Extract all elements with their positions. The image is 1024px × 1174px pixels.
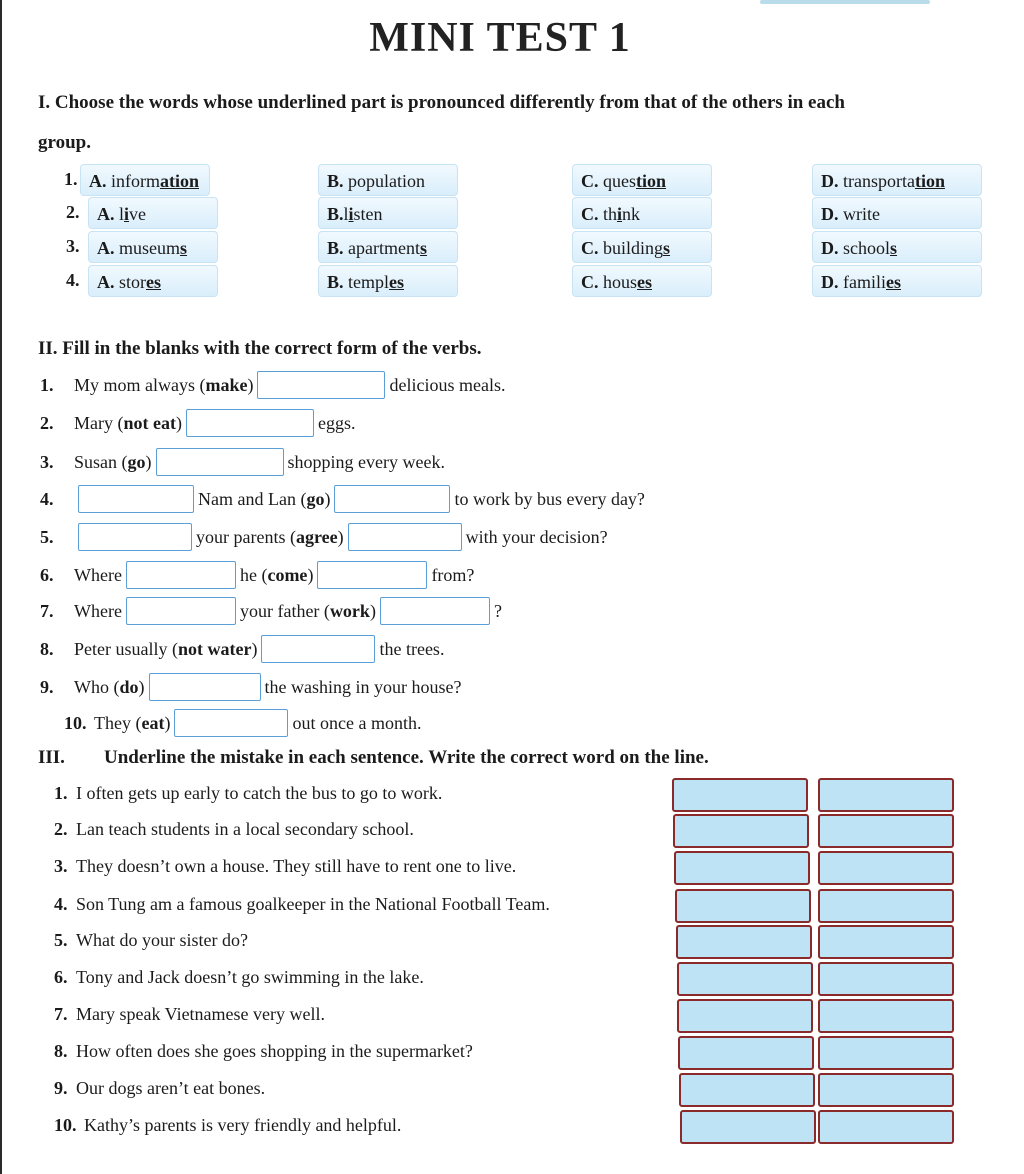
- correction-answer-box[interactable]: [818, 1073, 954, 1107]
- fill-blank-item: [40, 560, 474, 590]
- correction-answer-box[interactable]: [818, 851, 954, 885]
- fill-blank-item: [40, 408, 355, 438]
- option-d[interactable]: [812, 231, 982, 263]
- option-text: ques: [598, 171, 636, 191]
- item-number: 9.: [40, 676, 54, 697]
- sentence-text: Mary (: [74, 412, 124, 433]
- answer-blank[interactable]: [156, 448, 284, 476]
- underlined-part: tion: [636, 171, 667, 191]
- mistake-answer-box[interactable]: [675, 889, 811, 923]
- underlined-part: s: [663, 238, 671, 258]
- correction-answer-box[interactable]: [818, 778, 954, 812]
- verb-prompt: not water: [177, 638, 252, 659]
- correction-answer-box[interactable]: [818, 999, 954, 1033]
- underlined-part: i: [124, 204, 130, 224]
- answer-blank[interactable]: [317, 561, 427, 589]
- option-letter: A.: [97, 204, 115, 224]
- item-number: 7.: [54, 1004, 68, 1024]
- option-d[interactable]: [812, 197, 982, 229]
- sentence-text: ): [324, 488, 331, 509]
- sentence-text: My mom always (: [74, 374, 206, 395]
- mistake-sentence: I often gets up early to catch the bus to go to work.: [76, 783, 443, 803]
- option-text: templ: [343, 272, 390, 292]
- sentence-text: ): [138, 676, 145, 697]
- sentence-text: to work by bus every day?: [454, 488, 645, 509]
- option-text: write: [838, 204, 880, 224]
- mistake-sentence: Tony and Jack doesn’t go swimming in the lake.: [76, 967, 424, 987]
- fill-blank-item: [40, 447, 445, 477]
- option-letter: A.: [97, 238, 115, 258]
- item-number: 10.: [54, 1115, 77, 1135]
- item-number: 4.: [40, 488, 54, 509]
- page-left-border: [0, 0, 2, 1174]
- option-c[interactable]: [572, 231, 712, 263]
- sentence-text: the trees.: [379, 638, 445, 659]
- mistake-sentence: Our dogs aren’t eat bones.: [76, 1078, 266, 1098]
- option-letter: A.: [97, 272, 115, 292]
- underlined-part: es: [389, 272, 405, 292]
- option-letter: D.: [821, 171, 839, 191]
- verb-prompt: not eat: [123, 412, 176, 433]
- fill-blank-item: [40, 634, 444, 664]
- section2-heading: II. Fill in the blanks with the correct form of the verbs.: [38, 338, 482, 359]
- answer-blank[interactable]: [78, 523, 192, 551]
- mistake-sentence: How often does she goes shopping in the supermarket?: [76, 1041, 473, 1061]
- correction-answer-box[interactable]: [818, 1110, 954, 1144]
- item-number: 3.: [54, 856, 68, 876]
- underlined-part: s: [890, 238, 898, 258]
- option-b[interactable]: [318, 197, 458, 229]
- sentence-text: he (: [239, 564, 268, 585]
- item-number: 5.: [40, 526, 54, 547]
- underlined-part: es: [637, 272, 653, 292]
- verb-prompt: make: [205, 374, 248, 395]
- verb-prompt: go: [306, 488, 325, 509]
- underlined-part: es: [886, 272, 901, 292]
- option-letter: D.: [821, 272, 839, 292]
- sentence-text: ): [145, 451, 152, 472]
- answer-blank[interactable]: [174, 709, 288, 737]
- option-letter: B.: [327, 238, 344, 258]
- option-a[interactable]: [80, 164, 210, 196]
- mistake-sentence: Son Tung am a famous goalkeeper in the National Football Team.: [76, 894, 550, 914]
- answer-blank[interactable]: [78, 485, 194, 513]
- item-number: 6.: [54, 967, 68, 987]
- verb-prompt: eat: [141, 712, 165, 733]
- answer-blank[interactable]: [348, 523, 462, 551]
- sentence-text: your father (: [239, 600, 330, 621]
- sentence-text: Where: [74, 600, 122, 621]
- option-b[interactable]: [318, 231, 458, 263]
- option-a[interactable]: [88, 197, 218, 229]
- underlined-part: i: [617, 204, 623, 224]
- underlined-part: i: [348, 204, 354, 224]
- sentence-text: ): [164, 712, 171, 733]
- page-title: MINI TEST 1: [369, 15, 631, 61]
- item-number: 9.: [54, 1078, 68, 1098]
- sentence-text: out once a month.: [292, 712, 422, 733]
- item-number: 5.: [54, 930, 68, 950]
- section3-heading: Underline the mistake in each sentence. Write the correct word on the line.: [104, 747, 709, 768]
- option-letter: B.: [327, 272, 344, 292]
- option-letter: A.: [89, 171, 107, 191]
- mistake-answer-box[interactable]: [677, 962, 813, 996]
- option-text: l: [114, 204, 125, 224]
- mistake-answer-box[interactable]: [673, 814, 809, 848]
- section1-heading-cont: group.: [38, 132, 91, 153]
- mistake-answer-box[interactable]: [672, 778, 808, 812]
- sentence-text: the washing in your house?: [264, 676, 462, 697]
- question-number: 4.: [66, 270, 80, 290]
- sentence-text: eggs.: [317, 412, 356, 433]
- answer-blank[interactable]: [126, 597, 236, 625]
- mistake-answer-box[interactable]: [677, 999, 813, 1033]
- option-text: museum: [114, 238, 180, 258]
- option-letter: C.: [581, 204, 599, 224]
- mistake-sentence: What do your sister do?: [76, 930, 248, 950]
- answer-blank[interactable]: [186, 409, 314, 437]
- item-number: 4.: [54, 894, 68, 914]
- sentence-text: ): [337, 526, 344, 547]
- mistake-sentence: They doesn’t own a house. They still have to rent one to live.: [76, 856, 517, 876]
- mistake-answer-box[interactable]: [680, 1110, 816, 1144]
- section3-heading-number: III.: [38, 747, 65, 768]
- fill-blank-item: [40, 484, 645, 514]
- underlined-part: tion: [914, 171, 945, 191]
- option-b[interactable]: [318, 164, 458, 196]
- sentence-text: ?: [493, 600, 502, 621]
- option-text: ve: [129, 204, 147, 224]
- mistake-sentence: Kathy’s parents is very friendly and helpful.: [84, 1115, 402, 1135]
- fill-blank-item: [40, 522, 608, 552]
- sentence-text: ): [307, 564, 314, 585]
- verb-prompt: work: [329, 600, 370, 621]
- fill-blank-item: [40, 672, 461, 702]
- sentence-text: from?: [431, 564, 475, 585]
- sentence-text: Susan (: [74, 451, 128, 472]
- item-number: 8.: [54, 1041, 68, 1061]
- verb-prompt: do: [119, 676, 139, 697]
- underlined-part: es: [146, 272, 161, 292]
- underlined-part: s: [419, 238, 427, 258]
- sentence-text: with your decision?: [465, 526, 608, 547]
- verb-prompt: agree: [295, 526, 338, 547]
- top-decoration: [760, 0, 930, 4]
- answer-blank[interactable]: [257, 371, 385, 399]
- item-number: 7.: [40, 600, 54, 621]
- option-d[interactable]: [812, 265, 982, 297]
- option-text: l: [343, 204, 349, 224]
- underlined-part: s: [180, 238, 188, 258]
- option-text: nk: [622, 204, 641, 224]
- option-text: sten: [353, 204, 383, 224]
- mistake-answer-box[interactable]: [676, 925, 812, 959]
- mistake-sentence: Mary speak Vietnamese very well.: [76, 1004, 326, 1024]
- option-text: hous: [598, 272, 638, 292]
- fill-blank-item: [40, 370, 505, 400]
- answer-blank[interactable]: [149, 673, 261, 701]
- correction-answer-box[interactable]: [818, 814, 954, 848]
- option-letter: C.: [581, 171, 599, 191]
- option-text: th: [598, 204, 618, 224]
- option-text: apartment: [343, 238, 420, 258]
- sentence-text: ): [175, 412, 182, 433]
- correction-answer-box[interactable]: [818, 925, 954, 959]
- mistake-answer-box[interactable]: [679, 1073, 815, 1107]
- item-number: 3.: [40, 451, 54, 472]
- option-text: famili: [838, 272, 886, 292]
- mistake-sentence: Lan teach students in a local secondary school.: [76, 819, 414, 839]
- option-c[interactable]: [572, 164, 712, 196]
- item-number: 8.: [40, 638, 54, 659]
- option-letter: C.: [581, 238, 599, 258]
- option-letter: B.: [327, 204, 344, 224]
- mistake-answer-box[interactable]: [674, 851, 810, 885]
- underlined-part: ation: [160, 171, 200, 191]
- option-b[interactable]: [318, 265, 458, 297]
- item-number: 6.: [40, 564, 54, 585]
- item-number: 2.: [54, 819, 68, 839]
- item-number: 10.: [64, 712, 87, 733]
- option-d[interactable]: [812, 164, 982, 196]
- option-text: population: [343, 171, 426, 191]
- verb-prompt: go: [127, 451, 146, 472]
- correction-answer-box[interactable]: [818, 889, 954, 923]
- item-number: 1.: [54, 783, 68, 803]
- sentence-text: ): [369, 600, 376, 621]
- sentence-text: Peter usually (: [74, 638, 178, 659]
- option-letter: C.: [581, 272, 599, 292]
- option-letter: D.: [821, 238, 839, 258]
- option-text: building: [598, 238, 664, 258]
- sentence-text: your parents (: [196, 526, 296, 547]
- fill-blank-item: [64, 708, 421, 738]
- option-a[interactable]: [88, 265, 218, 297]
- sentence-text: Where: [74, 564, 122, 585]
- section1-heading: I. Choose the words whose underlined part is pronounced differently from that of the others in each: [38, 92, 845, 113]
- question-number: 2.: [66, 202, 80, 222]
- verb-prompt: come: [267, 564, 308, 585]
- sentence-text: ): [251, 638, 258, 659]
- option-text: school: [838, 238, 890, 258]
- correction-answer-box[interactable]: [818, 962, 954, 996]
- option-c[interactable]: [572, 265, 712, 297]
- answer-blank[interactable]: [261, 635, 375, 663]
- answer-blank[interactable]: [380, 597, 490, 625]
- sentence-text: ): [247, 374, 254, 395]
- sentence-text: Nam and Lan (: [198, 488, 307, 509]
- item-number: 2.: [40, 412, 54, 433]
- sentence-text: Who (: [74, 676, 120, 697]
- option-text: transporta: [838, 171, 915, 191]
- answer-blank[interactable]: [334, 485, 450, 513]
- option-text: inform: [106, 171, 160, 191]
- fill-blank-item: [40, 596, 502, 626]
- answer-blank[interactable]: [126, 561, 236, 589]
- correction-answer-box[interactable]: [818, 1036, 954, 1070]
- sentence-text: They (: [94, 712, 142, 733]
- sentence-text: shopping every week.: [287, 451, 445, 472]
- question-number: 1.: [64, 169, 78, 189]
- item-number: 1.: [40, 374, 54, 395]
- option-a[interactable]: [88, 231, 218, 263]
- option-c[interactable]: [572, 197, 712, 229]
- sentence-text: delicious meals.: [389, 374, 506, 395]
- mistake-answer-box[interactable]: [678, 1036, 814, 1070]
- option-letter: B.: [327, 171, 344, 191]
- question-number: 3.: [66, 236, 80, 256]
- option-letter: D.: [821, 204, 839, 224]
- option-text: stor: [114, 272, 146, 292]
